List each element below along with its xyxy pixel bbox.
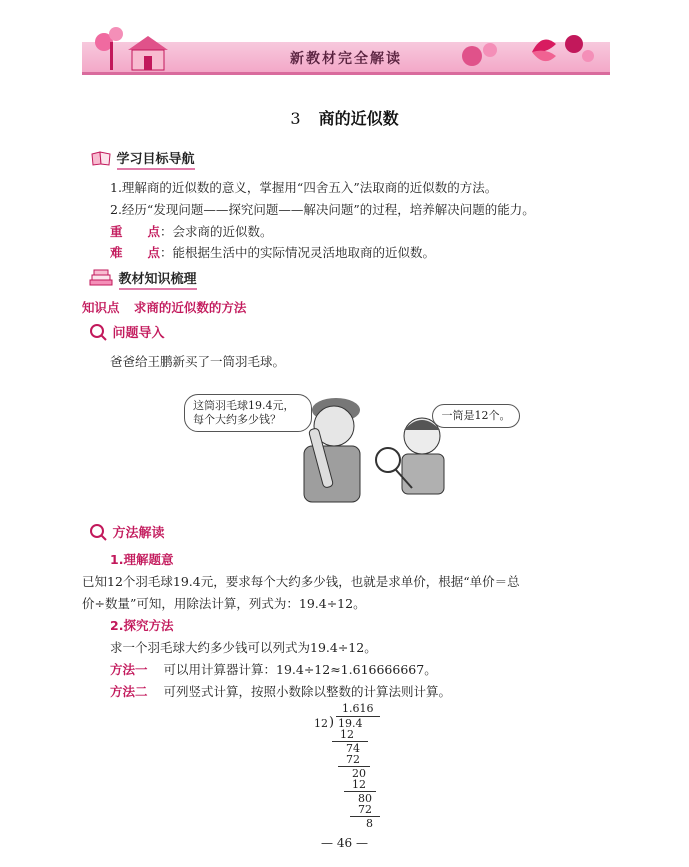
- long-division: [310, 700, 400, 830]
- goals-heading: [90, 148, 195, 170]
- goals-heading-text: 学习目标导航: [117, 148, 195, 170]
- method-heading: [88, 522, 165, 541]
- intro-heading-text: 问题导入: [112, 326, 165, 341]
- butterfly-decoration-icon: [452, 22, 602, 72]
- division-dividend: 19.4: [338, 717, 363, 730]
- header-title: 新教材完全解读: [290, 51, 402, 67]
- chapter-number: 3: [290, 109, 301, 128]
- division-quotient: 1.616: [342, 702, 374, 715]
- knowledge-point-label: 知识点: [82, 300, 120, 315]
- speech-father-line-2: 每个大约多少钱？: [193, 413, 281, 426]
- division-rule-4: [350, 816, 380, 817]
- speech-bubble-boy: 一筒是12个。: [432, 404, 520, 428]
- division-step-5: 12: [352, 778, 366, 791]
- method2-row: [110, 682, 451, 700]
- illustration: [176, 388, 514, 504]
- division-step-1: 12: [340, 728, 354, 741]
- intro-heading: [88, 322, 165, 341]
- speech-bubble-father: [184, 394, 312, 432]
- method-heading-text: 方法解读: [112, 526, 165, 541]
- method1-text: 可以用计算器计算：19.4÷12≈1.616666667。: [163, 662, 437, 677]
- key-point-row: [110, 222, 273, 240]
- header-band: [82, 42, 610, 75]
- division-step-2: 74: [346, 742, 360, 755]
- division-step-3: 72: [346, 753, 360, 766]
- chapter-name: 商的近似数: [318, 109, 399, 128]
- magnifier-icon: [88, 523, 108, 541]
- books-stack-icon: [88, 269, 114, 287]
- book-icon: [90, 150, 112, 166]
- knowledge-heading: [88, 268, 197, 290]
- knowledge-point: [82, 298, 246, 316]
- division-step-6: 80: [358, 792, 372, 805]
- knowledge-point-title: 求商的近似数的方法: [133, 300, 247, 315]
- step2-title: 2.探究方法: [110, 618, 174, 633]
- speech-father-line-1: 这筒羽毛球19.4元，: [193, 399, 295, 412]
- step1-line-1: 已知12个羽毛球19.4元，要求每个大约多少钱，也就是求单价，根据“单价＝总: [82, 574, 520, 589]
- method1-label: 方法一: [110, 662, 148, 677]
- method2-label: 方法二: [110, 684, 148, 699]
- chapter-title: [0, 106, 689, 129]
- difficult-point-row: [110, 243, 435, 261]
- division-step-4: 20: [352, 767, 366, 780]
- goal-item-2: 2.经历“发现问题——探究问题——解决问题”的过程，培养解决问题的能力。: [110, 202, 535, 217]
- division-step-7: 72: [358, 803, 372, 816]
- page-number: — 46 —: [321, 836, 368, 850]
- key-point-text: ：会求商的近似数。: [160, 224, 273, 239]
- method1-row: [110, 660, 437, 678]
- step1-line-2: 价÷数量”可知，用除法计算，列式为：19.4÷12。: [82, 596, 366, 611]
- difficult-point-text: ：能根据生活中的实际情况灵活地取商的近似数。: [160, 245, 436, 260]
- step1-title: 1.理解题意: [110, 552, 174, 567]
- division-divisor: 12: [314, 717, 328, 730]
- magnifier-icon: [88, 323, 108, 341]
- key-point-label: 重 点: [110, 224, 161, 239]
- method2-text: 可列竖式计算，按照小数除以整数的计算法则计算。: [163, 684, 452, 699]
- knowledge-heading-text: 教材知识梳理: [119, 268, 197, 290]
- division-remainder: 8: [366, 817, 373, 830]
- division-bracket: ): [329, 715, 335, 730]
- step2-line: 求一个羽毛球大约多少钱可以列式为19.4÷12。: [110, 640, 377, 655]
- intro-text: 爸爸给王鹏新买了一筒羽毛球。: [110, 354, 286, 369]
- difficult-point-label: 难 点: [110, 245, 161, 260]
- goal-item-1: 1.理解商的近似数的意义，掌握用“四舍五入”法取商的近似数的方法。: [110, 180, 498, 195]
